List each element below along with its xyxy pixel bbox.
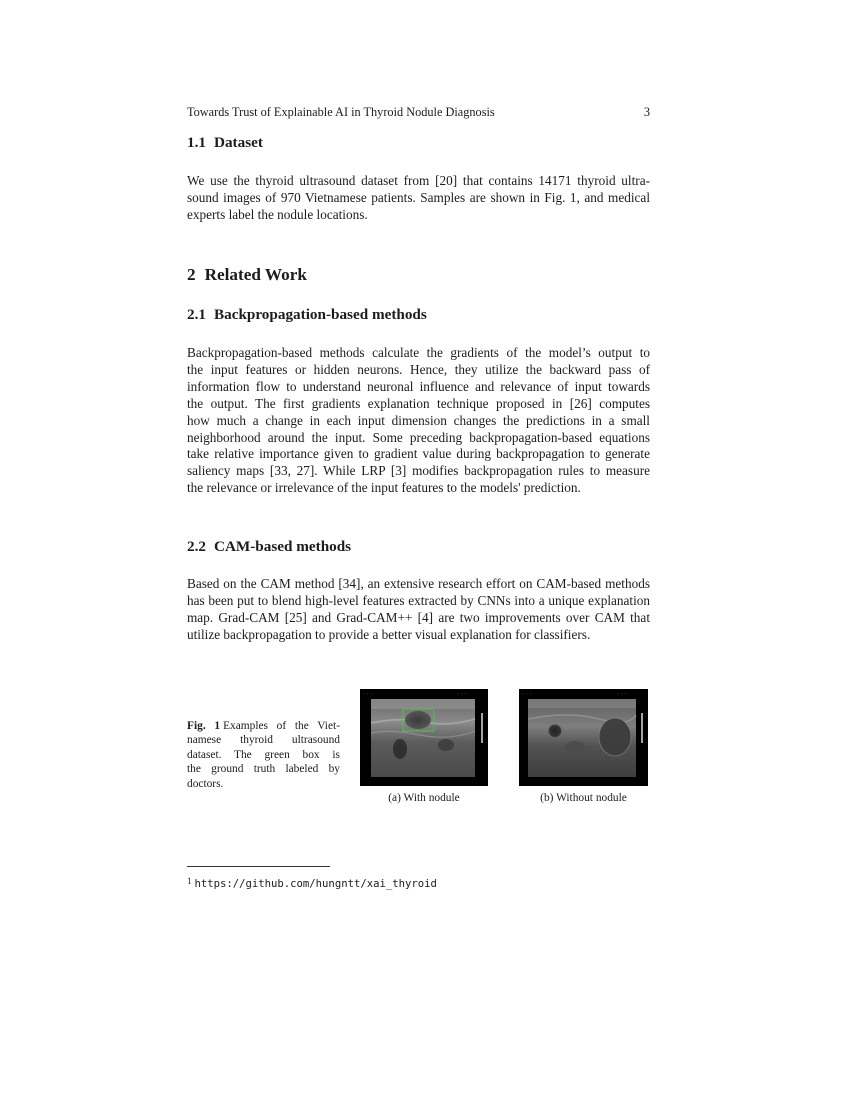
- running-head-title: Towards Trust of Explainable AI in Thyroid Nodule Diagnosis: [187, 105, 495, 119]
- section-heading-cam: [187, 538, 351, 556]
- ultrasound-scan-graphic: [360, 689, 488, 786]
- figure-label: Fig. 1: [187, 720, 221, 732]
- text-line: map. Grad-CAM [25] and Grad-CAM++ [4] are two improvements over CAM that: [187, 609, 650, 625]
- ultrasound-image-with-nodule: [360, 689, 488, 786]
- section-title: CAM-based methods: [213, 538, 352, 555]
- text-line: take relative importance given to gradient value during backpropagation to generate: [187, 446, 650, 462]
- figure-caption: [187, 719, 340, 791]
- section-heading-related-work: [187, 265, 307, 285]
- page-number: 3: [643, 105, 650, 119]
- paragraph-backprop: [187, 345, 650, 497]
- section-title: Dataset: [213, 134, 263, 151]
- footnote-rule: [187, 866, 330, 867]
- section-number: 2.1: [187, 306, 206, 323]
- text-line: the relevance or irrelevance of the input features to the models' prediction.: [187, 480, 581, 496]
- svg-text:· · ·: · · ·: [457, 692, 467, 696]
- section-title: Backpropagation-based methods: [213, 306, 427, 323]
- subfigure-caption-a: (a) With nodule: [388, 792, 460, 804]
- text-line: sound images of 970 Vietnamese patients. Samples are shown in Fig. 1, and medical: [187, 189, 650, 205]
- caption-line: dataset. The green box is: [187, 748, 340, 761]
- subfigure-caption-b: (b) Without nodule: [540, 792, 627, 804]
- text-line: how much a change in each input dimension changes the predictions in a small: [187, 412, 650, 428]
- footnote: [187, 876, 437, 890]
- section-number: 2: [187, 265, 196, 284]
- footnote-link[interactable]: https://github.com/hungntt/xai_thyroid: [194, 878, 437, 890]
- section-title: Related Work: [204, 265, 307, 284]
- text-line: information flow to understand neuronal influence and relevance of input towards: [187, 378, 650, 394]
- ultrasound-scan-graphic: [519, 689, 648, 786]
- section-heading-dataset: [187, 134, 263, 152]
- text-line: the input features or hidden neurons. Hence, they utilize the backward pass of: [187, 361, 650, 377]
- svg-text:· · ·: · · ·: [617, 692, 627, 696]
- section-number: 2.2: [187, 538, 206, 555]
- paragraph-cam: [187, 576, 650, 644]
- text-line: Backpropagation-based methods calculate the gradients of the model’s output to: [187, 345, 650, 360]
- section-heading-backprop: [187, 306, 427, 324]
- text-line: neighborhood around the input. Some preceding backpropagation-based equations: [187, 429, 650, 445]
- ultrasound-image-without-nodule: [519, 689, 648, 786]
- caption-line: doctors.: [187, 777, 224, 790]
- text-line: Based on the CAM method [34], an extensive research effort on CAM-based methods: [187, 576, 650, 591]
- text-line: experts label the nodule locations.: [187, 206, 368, 222]
- caption-line: namese thyroid ultrasound: [187, 734, 340, 747]
- section-number: 1.1: [187, 134, 206, 151]
- footnote-mark: 1: [187, 876, 192, 886]
- text-line: utilize backpropagation to provide a better visual explanation for classifiers.: [187, 626, 591, 642]
- paragraph-dataset: [187, 173, 650, 224]
- text-line: We use the thyroid ultrasound dataset from [20] that contains 14171 thyroid ultra-: [187, 173, 650, 188]
- svg-text:· · ·: · · ·: [363, 692, 373, 696]
- text-line: has been put to blend high-level features extracted by CNNs into a unique explanation: [187, 592, 650, 608]
- svg-text:· · ·: · · ·: [522, 692, 532, 696]
- caption-line: Examples of the Viet-: [223, 720, 340, 732]
- text-line: the output. The first gradients explanation technique proposed in [26] computes: [187, 395, 650, 411]
- running-head: [187, 105, 650, 120]
- text-line: saliency maps [33, 27]. While LRP [3] modifies backpropagation rules to measure: [187, 463, 650, 479]
- caption-line: the ground truth labeled by: [187, 763, 340, 776]
